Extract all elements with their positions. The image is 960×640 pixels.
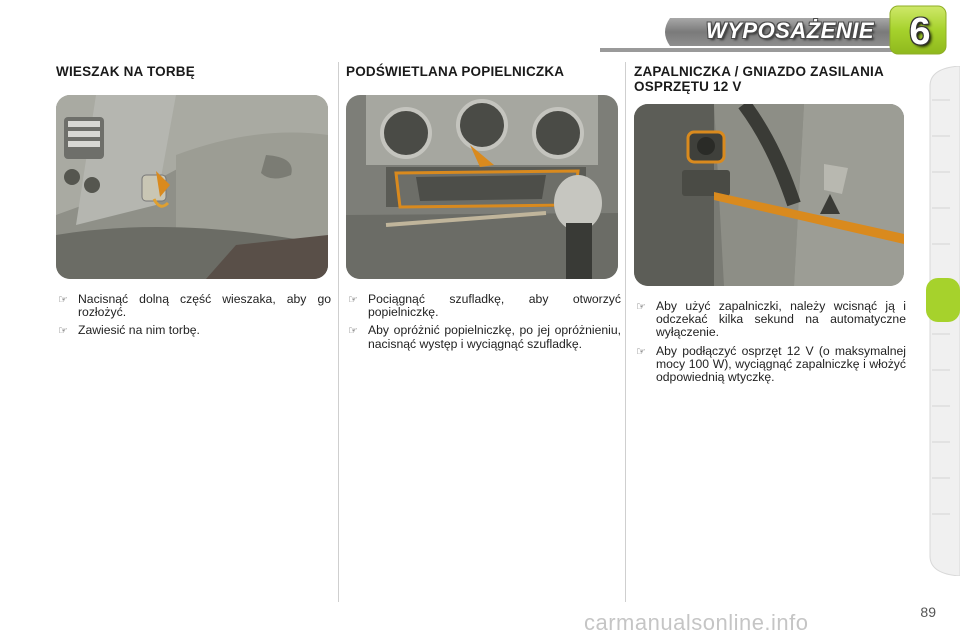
instruction-item: ☞ Nacisnąć dolną część wieszaka, aby go rozłożyć.	[58, 292, 331, 320]
instruction-item: ☞ Aby opróżnić popielniczkę, po jej opróżnieniu, nacisnąć występ i wyciągnąć szufladkę.	[348, 323, 621, 351]
chapter-number-badge: 6	[909, 11, 931, 53]
pointing-hand-icon: ☞	[348, 324, 358, 338]
pointing-hand-icon: ☞	[58, 324, 68, 338]
section-lighter-socket	[634, 58, 906, 389]
pointing-hand-icon: ☞	[348, 293, 358, 306]
instruction-item: ☞ Aby podłączyć osprzęt 12 V (o maksymalnej mocy 100 W), wyciągnąć zapalniczkę i włożyć odpowiednią wtyczkę.	[636, 343, 906, 385]
page-number: 89	[920, 604, 936, 620]
lighter-socket-photo	[634, 104, 904, 286]
bag-hook-photo	[56, 95, 328, 279]
pointing-hand-icon: ☞	[58, 293, 68, 306]
section-bag-hook	[56, 58, 331, 343]
column-divider	[338, 62, 339, 602]
pointing-hand-icon: ☞	[636, 344, 646, 358]
instruction-item: ☞ Aby użyć zapalniczki, należy wcisnąć ją i odczekać kilka sekund na automatyczne wyłączenie.	[636, 299, 906, 340]
ashtray-photo	[346, 95, 618, 279]
instruction-list	[346, 293, 621, 351]
instruction-list	[56, 293, 331, 338]
column-divider	[625, 62, 626, 602]
instruction-item: ☞ Pociągnąć szufladkę, aby otworzyć popielniczkę.	[348, 292, 621, 320]
chapter-title: WYPOSAŻENIE	[705, 18, 875, 43]
pointing-hand-icon: ☞	[636, 300, 646, 313]
section-title: PODŚWIETLANA POPIELNICZKA	[346, 64, 565, 79]
instruction-list	[634, 300, 906, 384]
watermark-text: carmanualsonline.info	[584, 610, 809, 635]
chapter-tab-strip	[926, 66, 960, 576]
section-title: ZAPALNICZKA / GNIAZDO ZASILANIA OSPRZĘTU 12 V	[634, 64, 884, 94]
instruction-item: ☞ Zawiesić na nim torbę.	[58, 323, 200, 338]
section-ashtray	[346, 58, 621, 356]
section-title: WIESZAK NA TORBĘ	[56, 64, 195, 79]
